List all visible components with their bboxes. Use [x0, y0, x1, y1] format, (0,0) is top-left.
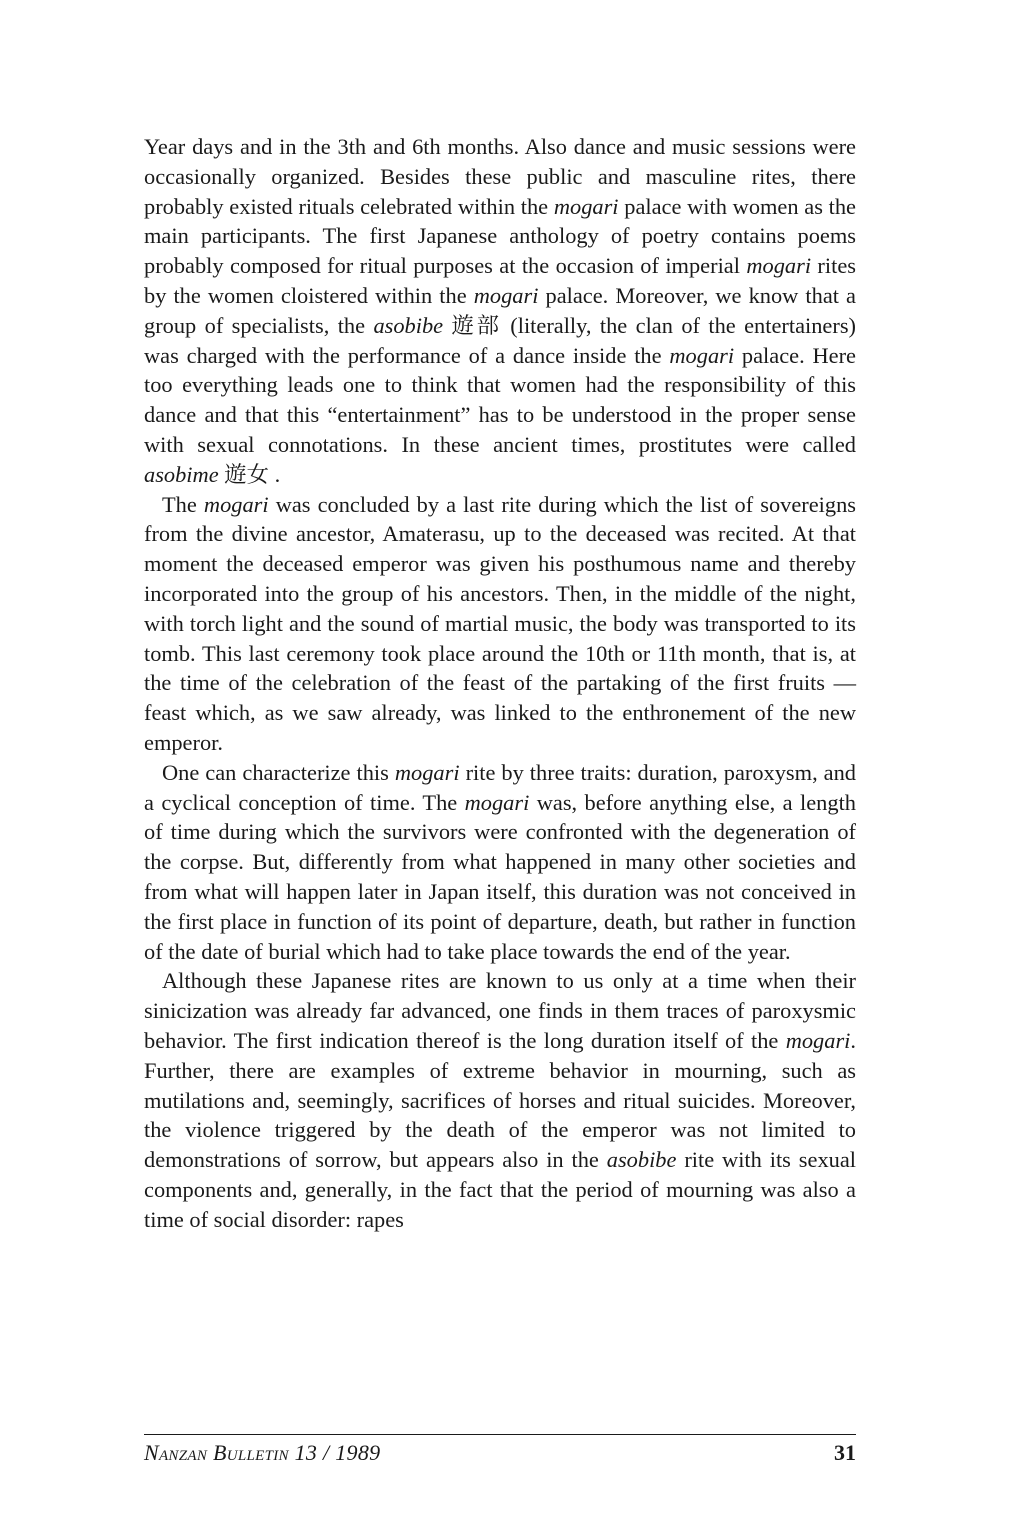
- italic-term: mogari: [473, 282, 539, 308]
- paragraph: One can characterize this mogari rite by three traits: duration, paroxysm, and a cyclical conception of time. The mogari was, before anything else, a length of time during which the survivors were confronted with the degeneration of the corpse. But, differently from what happened in many other societies and from what will happen later in Japan itself, this duration was not conceived in the first place in function of its point of departure, death, but rather in function of the date of burial which had to take place towards the end of the year.: [144, 759, 856, 964]
- journal-issue: 13 / 1989: [294, 1440, 381, 1465]
- paragraph: Although these Japanese rites are known to us only at a time when their sinicization was already far advanced, one finds in them traces of paroxysmic behavior. The first indication thereof is the long duration itself of the mogari. Further, there are examples of extreme behavior in mourning, such as mutilations and, seemingly, sacrifices of horses and ritual suicides. Moreover, the violence triggered by the death of the emperor was not limited to demonstrations of sorrow, but appears also in the asobibe rite with its sexual components and, generally, in the fact that the period of mourning was also a time of social disorder: rapes: [144, 968, 856, 1232]
- journal-name: Nanzan Bulletin: [144, 1440, 289, 1465]
- italic-term: asobibe: [606, 1147, 677, 1173]
- italic-term: mogari: [746, 253, 812, 279]
- footer-rule: [144, 1434, 856, 1435]
- italic-term: mogari: [669, 342, 735, 368]
- italic-term: mogari: [785, 1027, 851, 1053]
- paragraph: Year days and in the 3th and 6th months. Also dance and music sessions were occasionally organized. Besides these public and masculine rites, there probably existed rituals celebrated within the mogari palace with women as the main participants. The first Japanese anthology of poetry contains poems probably composed for ritual purposes at the occasion of imperial mogari rites by the women cloistered within the mogari palace. Moreover, we know that a group of specialists, the asobibe 遊部 (literally, the clan of the entertainers) was charged with the performance of a dance inside the mogari palace. Here too everything leads one to think that women had the responsibility of this dance and that this “entertainment” has to be understood in the proper sense with sexual connotations. In these ancient times, prostitutes were called asobime 遊女 .: [144, 134, 856, 487]
- italic-term: mogari: [203, 491, 269, 517]
- paragraph: The mogari was concluded by a last rite during which the list of sovereigns from the divine ancestor, Amaterasu, up to the deceased was recited. At that moment the deceased emperor was given his posthumous name and thereby incorporated into the group of his ancestors. Then, in the middle of the night, with torch light and the sound of martial music, the body was transported to its tomb. This last ceremony took place around the 10th or 11th month, that is, at the time of the celebration of the feast of the partaking of the first fruits — feast which, as we saw already, was linked to the enthronement of the new emperor.: [144, 491, 856, 755]
- body-text: [144, 132, 856, 1234]
- page-number: 31: [834, 1440, 856, 1465]
- italic-term: asobime: [144, 461, 219, 487]
- journal-title: [144, 1440, 380, 1466]
- italic-term: asobibe: [373, 312, 444, 338]
- italic-term: mogari: [394, 759, 460, 785]
- italic-term: mogari: [553, 193, 619, 219]
- italic-term: mogari: [464, 789, 530, 815]
